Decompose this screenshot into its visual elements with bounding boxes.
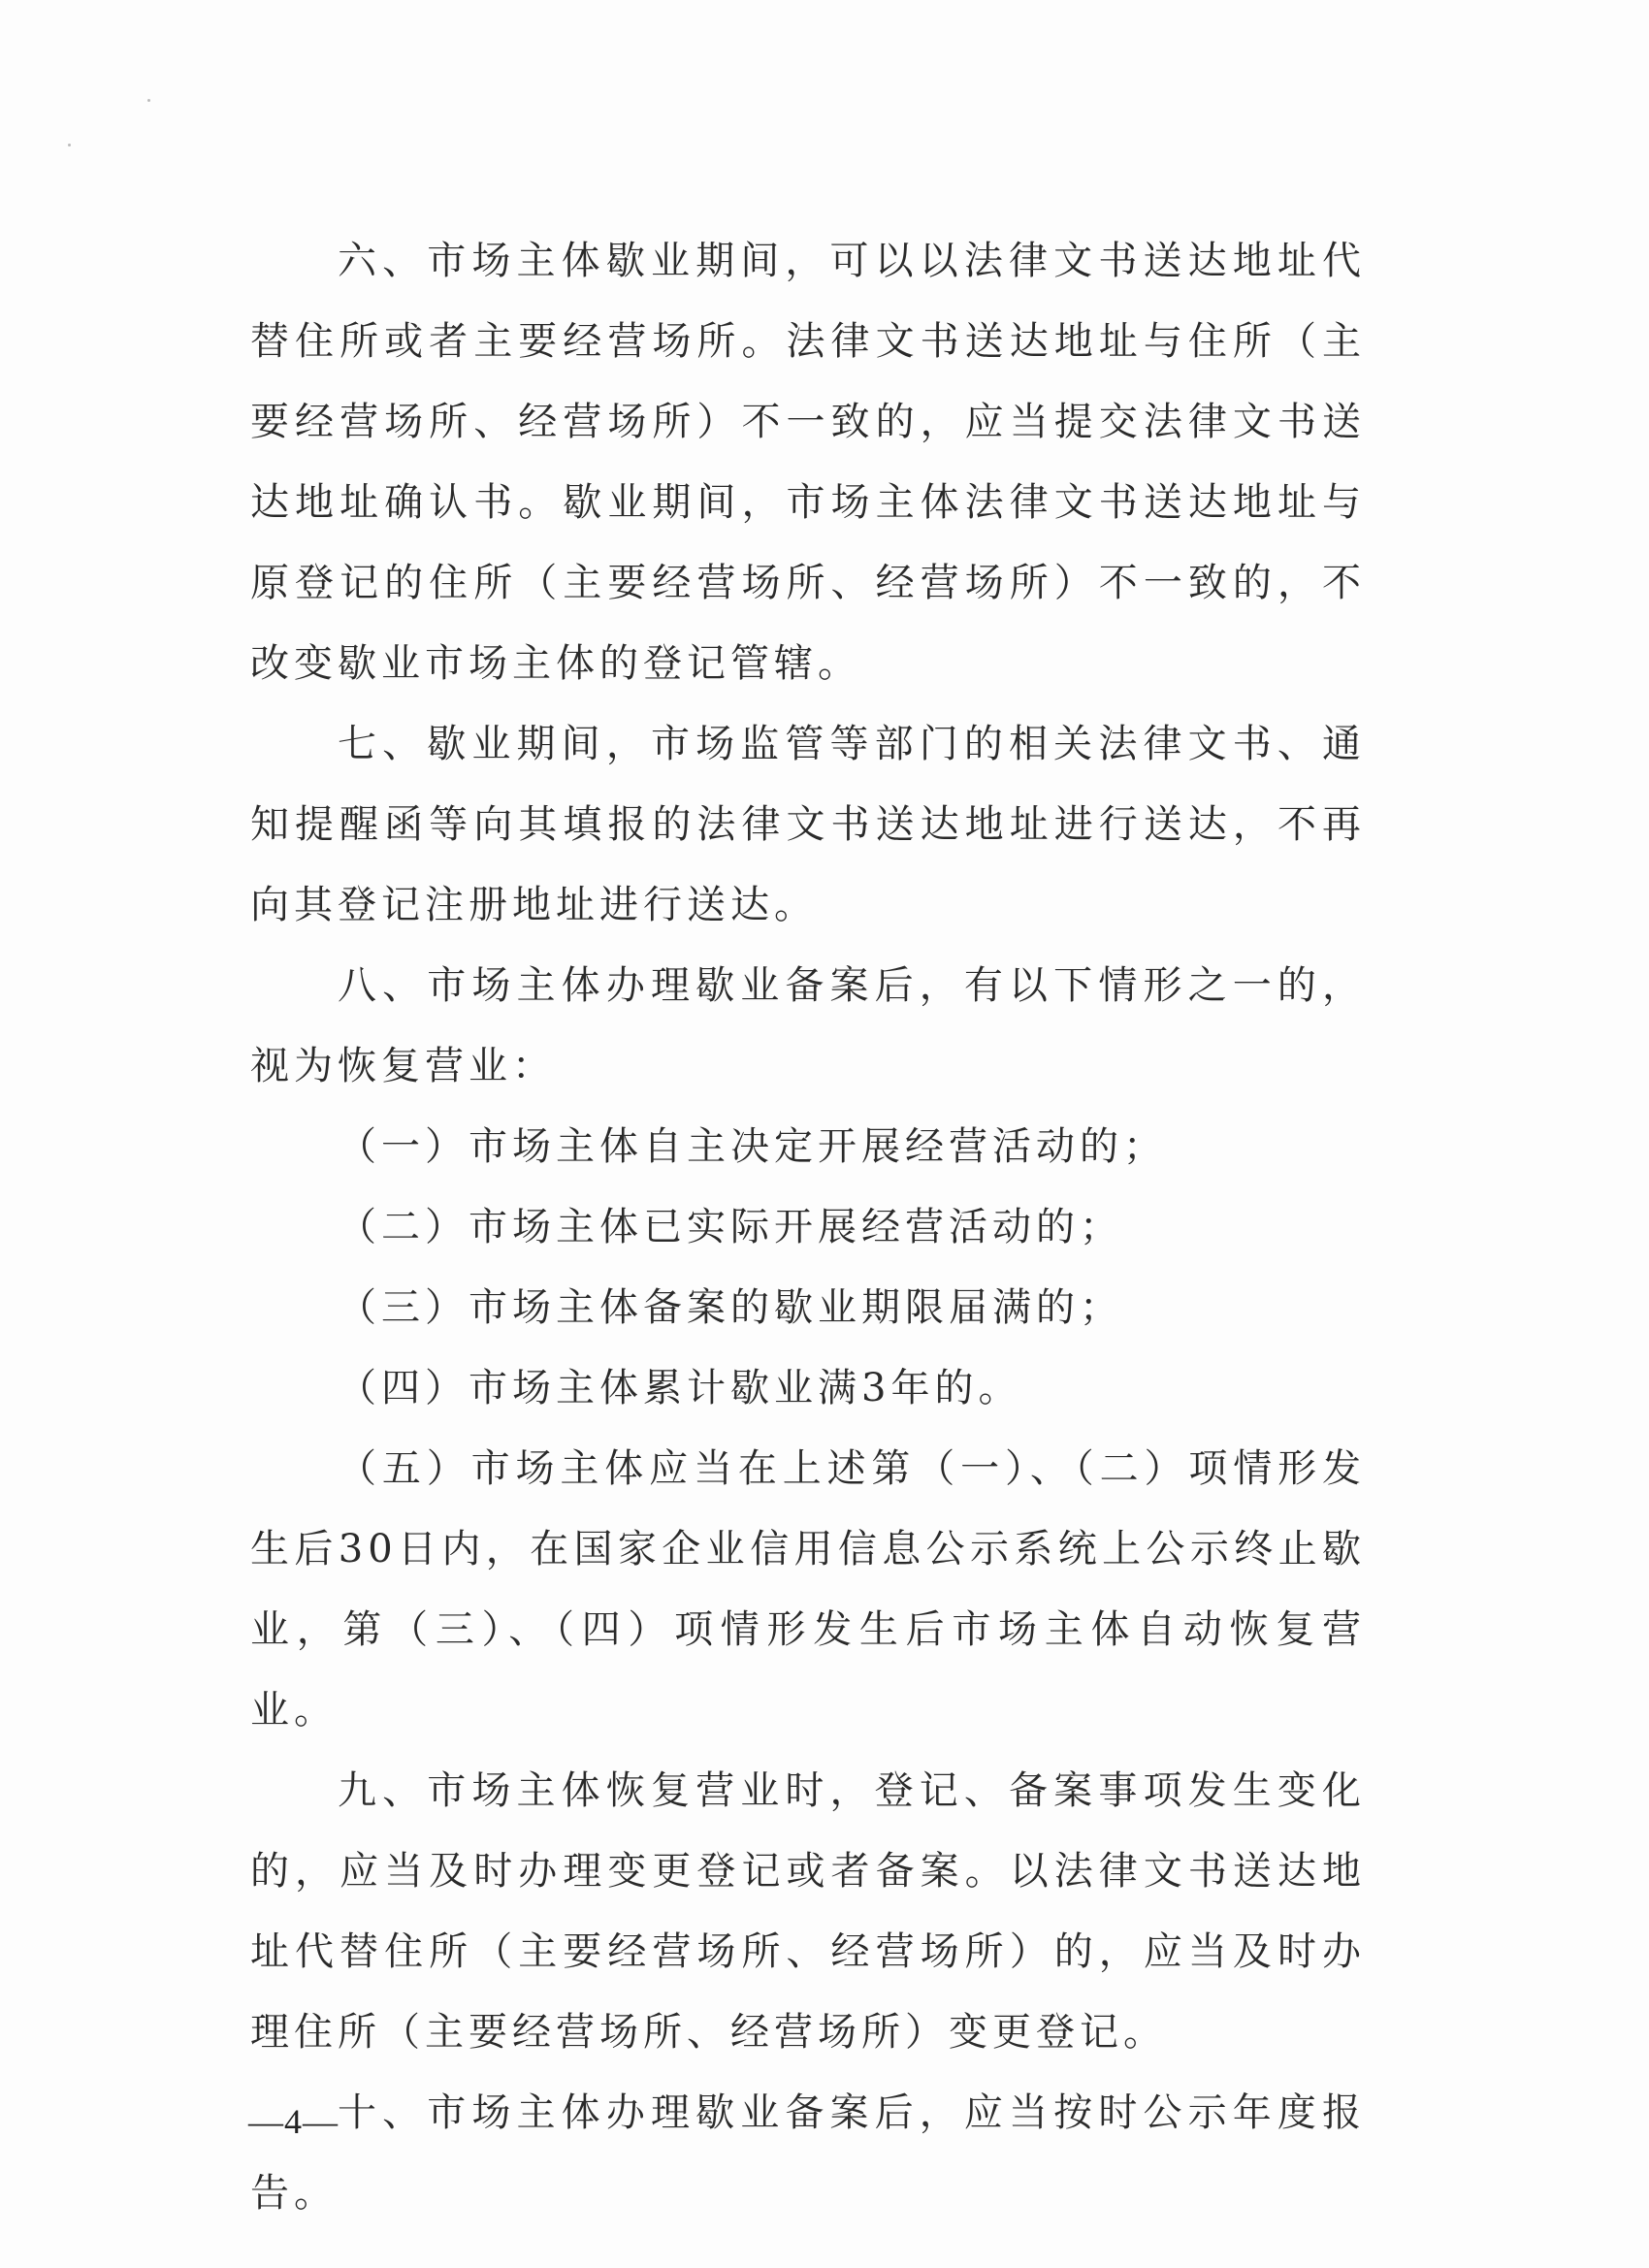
paragraph-7-document-delivery: 七、歇业期间，市场监管等部门的相关法律文书、通知提醒函等向其填报的法律文书送达地址进行送达，不再向其登记注册地址进行送达。 [250, 722, 1366, 927]
list-item-4: （四）市场主体累计歇业满3年的。 [338, 1366, 1022, 1410]
list-item-1: （一）市场主体自主决定开展经营活动的； [338, 1124, 1167, 1169]
list-item-2: （二）市场主体已实际开展经营活动的； [338, 1205, 1123, 1249]
paragraph-10-annual-report: 十、市场主体办理歇业备案后，应当按时公示年度报告。 [250, 2090, 1366, 2216]
list-item-5: （五）市场主体应当在上述第（一）、（二）项情形发生后30日内，在国家企业信用信息公示系统上公示终止歇业，第（三）、（四）项情形发生后市场主体自动恢复营业。 [250, 1446, 1366, 1733]
scan-speck [147, 99, 150, 102]
list-item-3: （三）市场主体备案的歇业期限届满的； [338, 1285, 1123, 1330]
page-number: —4— [248, 2102, 339, 2141]
scan-speck [68, 144, 71, 146]
paragraph-9-change-registration: 九、市场主体恢复营业时，登记、备案事项发生变化的，应当及时办理变更登记或者备案。以法律文书送达地址代替住所（主要经营场所、经营场所）的，应当及时办理住所（主要经营场所、经营场所）变更登记。 [250, 1768, 1366, 2055]
paragraph-8-resume-business: 八、市场主体办理歇业备案后，有以下情形之一的，视为恢复营业： [250, 963, 1366, 1088]
paragraph-6-dormancy-address: 六、市场主体歇业期间，可以以法律文书送达地址代替住所或者主要经营场所。法律文书送达地址与住所（主要经营场所、经营场所）不一致的，应当提交法律文书送达地址确认书。歇业期间，市场主体法律文书送达地址与原登记的住所（主要经营场所、经营场所）不一致的，不改变歇业市场主体的登记管辖。 [250, 239, 1366, 686]
document-body [250, 221, 1366, 2234]
